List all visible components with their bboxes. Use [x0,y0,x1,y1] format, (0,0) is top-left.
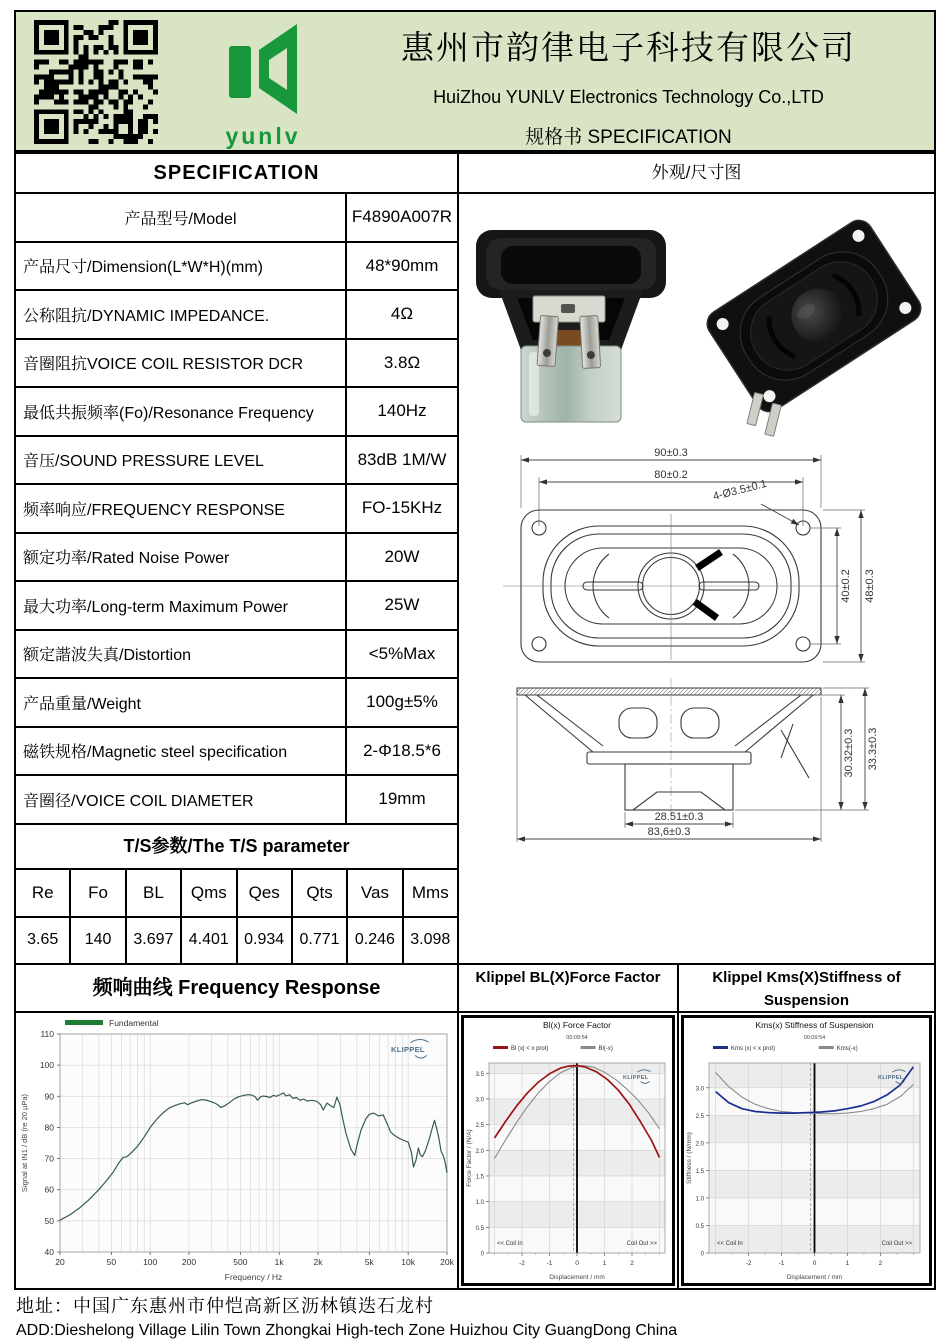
svg-text:Kms(-x): Kms(-x) [836,1046,858,1052]
svg-text:3.5: 3.5 [475,1071,484,1078]
header [14,10,936,152]
footer [16,1292,936,1340]
spec-value: <5%Max [368,643,436,663]
spec-row-distortion [16,631,457,680]
spec-value: 100g±5% [366,692,438,712]
svg-text:1.0: 1.0 [695,1196,704,1203]
kms-panel [679,965,934,1288]
spec-value: 48*90mm [365,255,439,275]
spec-value: 2-Φ18.5*6 [363,740,441,760]
svg-text:Displacement / mm: Displacement / mm [549,1274,605,1281]
spec-label: 磁铁规格/Magnetic steel specification [16,728,347,775]
svg-text:2: 2 [878,1260,883,1267]
svg-text:0: 0 [700,1251,704,1258]
svg-text:Bl(x) Force Factor: Bl(x) Force Factor [542,1020,612,1030]
svg-text:80: 80 [44,1122,54,1133]
photo-speaker-side [476,230,666,422]
svg-text:-1: -1 [778,1260,785,1267]
svg-text:2.0: 2.0 [475,1148,484,1155]
ts-header: Qes [238,870,293,916]
spec-value: FO-15KHz [361,498,443,518]
svg-text:-2: -2 [745,1260,752,1267]
spec-row-weight [16,679,457,728]
svg-text:500: 500 [233,1257,248,1267]
svg-text:60: 60 [44,1184,54,1195]
ts-header: Mms [411,882,449,902]
address-cn: 地址：中国广东惠州市仲恺高新区沥林镇迭石龙村 [16,1296,434,1316]
dim-depth-inner: 30.32±0.3 [843,728,855,778]
svg-text:100: 100 [143,1257,158,1267]
svg-text:1: 1 [602,1260,607,1267]
svg-text:110: 110 [40,1029,54,1039]
spec-row-dimension [16,243,457,292]
dim-magnet-width: 28.51±0.3 [654,811,704,823]
header-text [331,22,926,149]
svg-text:KLIPPEL: KLIPPEL [391,1045,425,1054]
spec-value: 20W [384,546,420,566]
svg-text:1.0: 1.0 [475,1200,484,1207]
spec-row-impedance [16,291,457,340]
spec-row-resonance [16,388,457,437]
qr-code [34,20,158,144]
svg-text:10k: 10k [401,1257,416,1267]
dimension-drawing-top-view [459,444,934,672]
ts-header: Vas [348,870,403,916]
ts-value: 140 [71,918,126,964]
svg-text:Frequency / Hz: Frequency / Hz [224,1272,283,1282]
logo-text: yunlv [225,123,301,149]
ts-header: Fo [71,870,126,916]
svg-text:1: 1 [845,1260,850,1267]
svg-text:2k: 2k [313,1257,323,1267]
spec-column [16,154,459,1288]
svg-text:KLIPPEL: KLIPPEL [878,1075,904,1081]
spec-value: 83dB 1M/W [357,449,447,469]
bl-panel [459,965,679,1288]
svg-text:0.5: 0.5 [475,1225,484,1232]
svg-text:90: 90 [44,1091,54,1102]
svg-text:70: 70 [44,1153,54,1164]
svg-text:00:09:54: 00:09:54 [803,1035,826,1041]
company-name-cn: 惠州市韵律电子科技有限公司 [401,31,856,67]
svg-text:0: 0 [480,1251,484,1258]
svg-text:1.5: 1.5 [695,1168,704,1175]
appearance-column [459,154,934,965]
spec-label: 额定諧波失真/Distortion [16,631,347,678]
spec-label: 最大功率/Long-term Maximum Power [16,582,347,629]
ts-header: Qms [182,870,237,916]
frequency-response-panel-title: 频响曲线 Frequency Response [16,965,457,1013]
spec-label: 最低共振频率(Fo)/Resonance Frequency [16,388,347,435]
svg-text:0: 0 [575,1260,579,1267]
dim-width-holes: 80±0.2 [654,469,688,481]
svg-text:50: 50 [44,1215,54,1226]
svg-text:50: 50 [106,1257,117,1267]
dim-height-outer: 48±0.3 [864,569,876,603]
spec-label: 产品尺寸/Dimension(L*W*H)(mm) [16,243,347,290]
speaker-logo-icon [215,16,311,120]
ts-value: 0.771 [293,918,348,964]
dim-width-outer: 90±0.3 [654,447,688,459]
svg-text:200: 200 [181,1257,197,1267]
spec-row-max-power [16,582,457,631]
svg-text:2.5: 2.5 [695,1113,704,1120]
frequency-response-chart [16,1013,457,1288]
svg-text:2.0: 2.0 [695,1141,704,1148]
svg-text:<< Coil In: << Coil In [497,1241,523,1247]
svg-text:KLIPPEL: KLIPPEL [623,1075,649,1081]
dimension-drawing-side-view [459,674,934,846]
spec-row-rated-power [16,534,457,583]
spec-label: 产品型号/Model [16,194,347,241]
svg-text:Kms(x) Stiffness of Suspension: Kms(x) Stiffness of Suspension [755,1020,874,1030]
kms-stiffness-chart [681,1015,932,1286]
spec-label: 额定功率/Rated Noise Power [16,534,347,581]
company-logo [202,16,324,150]
svg-text:Coil Out >>: Coil Out >> [626,1241,657,1247]
spec-label: 音压/SOUND PRESSURE LEVEL [16,437,347,484]
spec-row-freq-response [16,485,457,534]
svg-text:2.5: 2.5 [475,1123,484,1130]
svg-text:2: 2 [630,1260,634,1267]
spec-row-dcr [16,340,457,389]
svg-text:<< Coil In: << Coil In [717,1241,743,1247]
spec-row-spl [16,437,457,486]
ts-header: Qts [293,870,348,916]
doc-title: 规格书 SPECIFICATION [525,127,732,148]
svg-text:00:09:54: 00:09:54 [566,1035,588,1041]
ts-value-row [16,918,457,966]
svg-text:0.5: 0.5 [695,1223,704,1230]
spec-value: 19mm [378,789,426,809]
spec-label: 产品重量/Weight [16,679,347,726]
spec-row-model [16,194,457,243]
svg-text:40: 40 [44,1247,54,1257]
svg-text:-2: -2 [519,1260,525,1267]
dim-height-inner: 40±0.2 [840,569,852,603]
svg-text:1.5: 1.5 [475,1174,484,1181]
svg-text:Kms (x| < x prot): Kms (x| < x prot) [731,1046,776,1052]
svg-text:100: 100 [39,1060,54,1071]
svg-text:Displacement / mm: Displacement / mm [786,1274,843,1281]
svg-text:-1: -1 [546,1260,553,1267]
kms-panel-title: Klippel Kms(X)Stiffness of Suspension [679,965,934,1013]
spec-row-magnet [16,728,457,777]
svg-text:3.0: 3.0 [475,1097,484,1104]
svg-text:3.0: 3.0 [695,1086,704,1093]
spec-value: 4Ω [390,304,414,324]
ts-parameter-title: T/S参数/The T/S parameter [16,825,457,870]
main-table [14,152,936,1290]
ts-header: BL [127,870,182,916]
ts-header-row [16,870,457,918]
spec-row-voice-coil [16,776,457,825]
ts-value: 3.697 [127,918,182,964]
dim-body-width: 83,6±0.3 [647,826,691,838]
svg-text:0: 0 [812,1260,817,1267]
spec-label: 公称阻抗/DYNAMIC IMPEDANCE. [16,291,347,338]
svg-text:Stiffness / (N/mm): Stiffness / (N/mm) [686,1132,693,1184]
spec-value: 3.8Ω [383,352,421,372]
svg-text:20: 20 [55,1257,65,1267]
svg-text:Force Factor / (N/A): Force Factor / (N/A) [466,1129,473,1187]
ts-header: Re [16,870,71,916]
spec-label: 频率响应/FREQUENCY RESPONSE [16,485,347,532]
svg-text:1k: 1k [274,1257,284,1267]
dim-depth-outer: 33.3±0.3 [867,727,879,771]
ts-value: 0.934 [238,918,293,964]
spec-value: 25W [384,595,420,615]
photo-speaker-front [702,215,926,436]
ts-value: 3.65 [16,918,71,964]
appearance-title: 外观/尺寸图 [459,154,934,194]
spec-label: 音圈阻抗VOICE COIL RESISTOR DCR [16,340,347,387]
spec-label: 音圈径/VOICE COIL DIAMETER [16,776,347,823]
svg-text:Bl(-x): Bl(-x) [598,1046,613,1052]
spec-value: 140Hz [377,401,427,421]
svg-text:Coil Out >>: Coil Out >> [881,1241,912,1247]
spec-value: F4890A007R [351,207,453,227]
ts-value: 4.401 [182,918,237,964]
svg-text:Fundamental: Fundamental [109,1018,159,1028]
bl-force-factor-chart [461,1015,675,1286]
ts-value: 0.246 [348,918,403,964]
svg-text:Bl (x| < x prot): Bl (x| < x prot) [511,1046,549,1052]
svg-text:20k: 20k [440,1257,454,1267]
ts-value: 3.098 [410,931,451,949]
spec-title: SPECIFICATION [16,154,457,194]
svg-text:Signal at IN1 / dB (re 20 µPa): Signal at IN1 / dB (re 20 µPa) [20,1093,29,1193]
address-en: ADD:Dieshelong Village Lilin Town Zhongkai High-tech Zone Huizhou City GuangDong China [16,1322,678,1339]
company-name-en: HuiZhou YUNLV Electronics Technology Co.,LTD [433,87,824,107]
product-photos [459,198,934,444]
dim-holes: 4-Ø3.5±0.1 [711,477,769,503]
bl-panel-title: Klippel BL(X)Force Factor [459,965,677,1013]
svg-text:5k: 5k [364,1257,374,1267]
